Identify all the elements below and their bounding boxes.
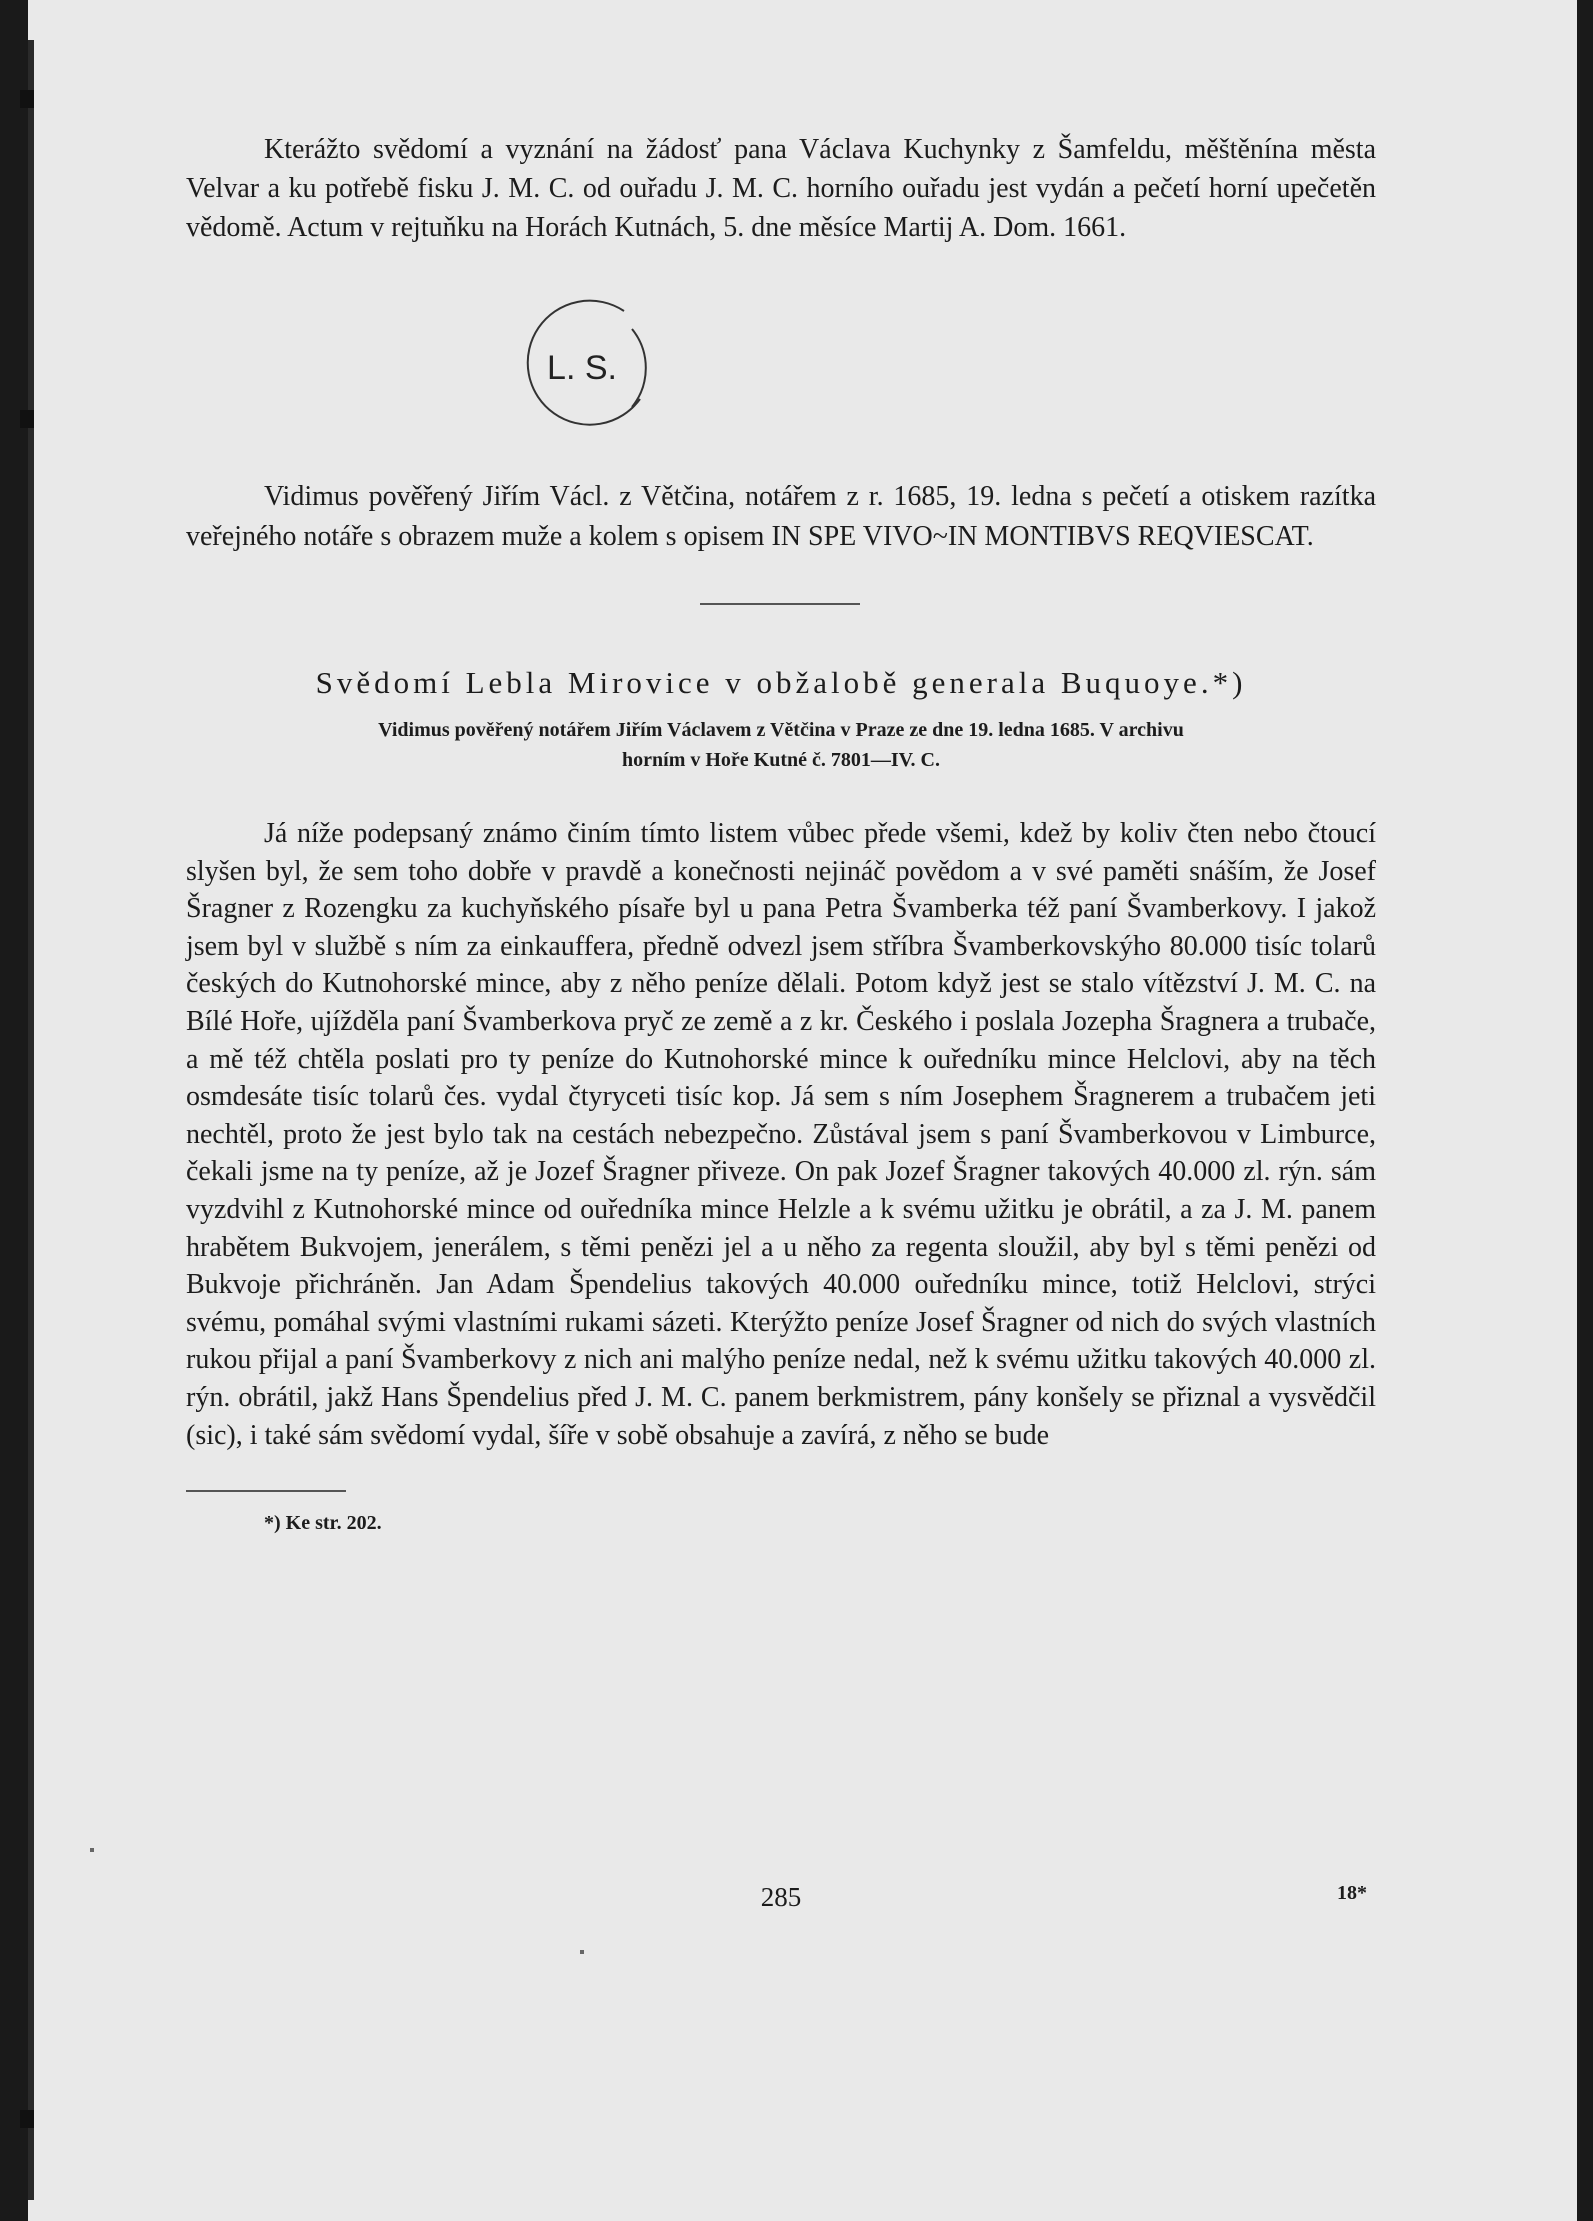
footnote: *) Ke str. 202. [264,1512,382,1535]
speck [580,1950,584,1954]
signature-mark: 18* [1337,1882,1367,1904]
main-paragraph: Já níže podepsaný známo činím tímto listem vůbec přede všemi, kdež by koliv čten nebo čtoucí slyšen byl, že sem toho dobře v pravdě a konečnosti nejináč povědom a v své paměti snáším, že Josef Šragner z Rozengku za kuchyňského písaře byl u pana Petra Švamberka též paní Švamberkovy. I jakož jsem byl v službě s ním za einkauffera, předně odvezl jsem stříbra Švamberkovskýho 80.000 tisíc tolarů českých do Kutnohorské mince, aby z něho peníze dělali. Potom když jest se stalo vítězství J. M. C. na Bílé Hoře, ujížděla paní Švamberkova pryč ze země a z kr. Českého i poslala Jozepha Šragnera a trubače, a mě též chtěla poslati pro ty peníze do Kutnohorské mince k ouředníku mince Helclovi, aby na těch osmdesáte tisíc tolarů čes. vydal čtyryceti tisíc kop. Já sem s ním Josephem Šragnerem a trubačem jeti nechtěl, proto že jest bylo tak na cestách nebezpečno. Zůstával jsem s paní Švamberkovou v Limburce, čekali jsme na ty peníze, až je Jozef Šragner přiveze. On pak Jozef Šragner takových 40.000 zl. rýn. sám vyzdvihl z Kutnohorské mince od ouředníka mince Helzle a k svému užitku je obrátil, a za J. M. panem hrabětem Bukvojem, jenerálem, s těmi penězi jel a u něho za regenta sloužil, aby byl s těmi penězi od Bukvoje přichráněn. Jan Adam Špendelius takových 40.000 ouředníku mince, totiž Helclovi, strýci svému, pomáhal svými vlastními rukami sázeti. Kterýžto peníze Josef Šragner od nich do svých vlastních rukou přijal a paní Švamberkovy z nich ani malýho peníze nedal, než k svému užitku takových 40.000 zl. rýn. obrátil, jakž Hans Špendelius před J. M. C. panem berkmistrem, pány konšely se přiznal a vysvědčil (sic), i také sám svědomí vydal, šíře v sobě obsahuje a zavírá, z něho se bude [186,818,1376,1451]
page-left-edge [28,40,34,2200]
seal-icon [504,289,660,445]
source-line: Vidimus pověřený notářem Jiřím Václavem z Větčina v Praze ze dne 19. ledna 1685. V archivu [378,719,1184,741]
speck [90,1848,94,1852]
section-title: Svědomí Lebla Mirovice v obžalobě generala Buquoye.*) [315,665,1247,700]
edge-mark [20,410,34,428]
seal-stamp [504,289,660,445]
opening-paragraph: Kterážto svědomí a vyznání na žádosť pana Václava Kuchynky z Šamfeldu, měštěnína města Velvar a ku potřebě fisku J. M. C. od ouřadu J. M. C. horního ouřadu jest vydán a pečetí horní upečetěn vědomě. Actum v rejtuňku na Horách Kutnách, 5. dne měsíce Martij A. Dom. 1661. [186,134,1376,243]
section-divider [700,603,860,605]
source-note [186,715,1376,775]
edge-mark [20,90,34,108]
edge-mark [20,2110,34,2128]
page-number: 285 [760,1882,802,1912]
vidimus-paragraph: Vidimus pověřený Jiřím Václ. z Větčina, notářem z r. 1685, 19. ledna s pečetí a otiskem razítka veřejného notáře s obrazem muže a kolem s opisem IN SPE VIVO~IN MONTIBVS REQVIESCAT. [186,481,1376,552]
footnote-divider [186,1490,346,1492]
document-page [28,0,1577,2221]
seal-label: L. S. [547,349,617,387]
source-line: horním v Hoře Kutné č. 7801—IV. C. [622,749,940,771]
